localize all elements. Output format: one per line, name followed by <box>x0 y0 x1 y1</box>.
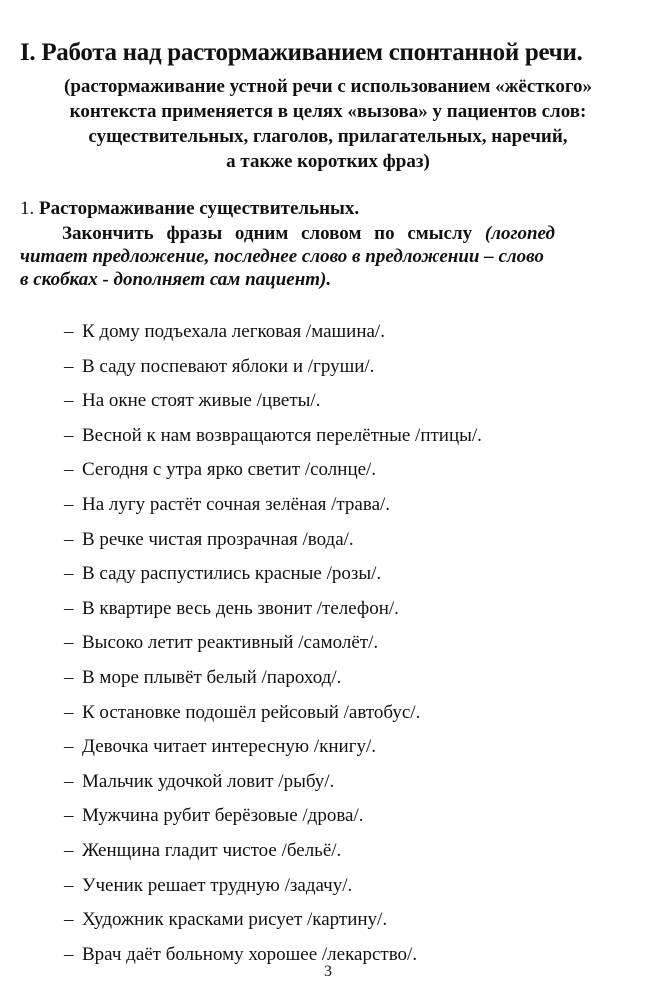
list-item-text: На лугу растёт сочная зелёная /трава/. <box>82 493 391 515</box>
instruction-line <box>20 222 622 245</box>
list-item <box>64 626 622 661</box>
dash-bullet: – <box>64 528 74 550</box>
dash-bullet: – <box>64 493 74 515</box>
list-item-text: Мужчина рубит берёзовые /дрова/. <box>82 805 364 827</box>
list-item-text: В речке чистая прозрачная /вода/. <box>82 528 354 550</box>
phrase-list <box>20 315 622 972</box>
list-item <box>64 799 622 834</box>
list-item-text: В саду распустились красные /розы/. <box>82 563 382 585</box>
dash-bullet: – <box>64 563 74 585</box>
list-item-text: Врач даёт больному хорошее /лекарство/. <box>82 943 418 965</box>
dash-bullet: – <box>64 597 74 619</box>
instruction-note: читает предложение, последнее слово в предложении – слово <box>20 246 544 267</box>
list-item-text: В море плывёт белый /пароход/. <box>82 666 342 688</box>
dash-bullet: – <box>64 321 74 342</box>
list-item <box>64 661 622 696</box>
list-item <box>64 592 622 627</box>
instruction-note: в скобках - дополняет сам пациент). <box>20 269 332 290</box>
list-item <box>64 696 622 731</box>
list-item <box>64 523 622 558</box>
section-number: 1. <box>20 198 35 219</box>
list-item <box>64 834 622 869</box>
subtitle-line: а также коротких фраз) <box>226 151 430 172</box>
list-item <box>64 488 622 523</box>
list-item-text: Художник красками рисует /картину/. <box>82 909 388 931</box>
dash-bullet: – <box>64 805 74 827</box>
subtitle-line: существительных, глаголов, прилагательных, наречий, <box>88 126 568 147</box>
list-item <box>64 765 622 800</box>
dash-bullet: – <box>64 390 74 412</box>
list-item-text: Сегодня с утра ярко светит /солнце/. <box>82 459 377 481</box>
list-item-text: Женщина гладит чистое /бельё/. <box>82 839 342 861</box>
list-item-text: В саду поспевают яблоки и /груши/. <box>82 355 375 377</box>
section-heading <box>20 196 622 222</box>
list-item <box>64 557 622 592</box>
dash-bullet: – <box>64 736 74 758</box>
dash-bullet: – <box>64 839 74 861</box>
list-item-text: К остановке подошёл рейсовый /автобус/. <box>82 701 421 723</box>
list-item <box>64 453 622 488</box>
dash-bullet: – <box>64 909 74 931</box>
list-item <box>64 315 622 350</box>
page-title: I. Работа над растормаживанием спонтанной речи. <box>20 39 583 66</box>
list-item-text: К дому подъехала легковая /машина/. <box>82 321 385 342</box>
dash-bullet: – <box>64 770 74 792</box>
list-item <box>64 350 622 385</box>
list-item <box>64 869 622 904</box>
list-item-text: Девочка читает интересную /книгу/. <box>82 736 377 758</box>
section-title: Растормаживание существительных. <box>39 198 360 219</box>
list-item-text: Высоко летит реактивный /самолёт/. <box>82 632 379 654</box>
list-item-text: Мальчик удочкой ловит /рыбу/. <box>82 770 335 792</box>
list-item <box>64 419 622 454</box>
list-item-text: Ученик решает трудную /задачу/. <box>82 874 353 896</box>
dash-bullet: – <box>64 632 74 654</box>
list-item-text: В квартире весь день звонит /телефон/. <box>82 597 399 619</box>
list-item <box>64 903 622 938</box>
dash-bullet: – <box>64 701 74 723</box>
dash-bullet: – <box>64 424 74 446</box>
subtitle-line: контекста применяется в целях «вызова» у пациентов слов: <box>69 101 587 122</box>
list-item <box>64 730 622 765</box>
page-number: 3 <box>324 963 332 980</box>
dash-bullet: – <box>64 666 74 688</box>
list-item-text: Весной к нам возвращаются перелётные /птицы/. <box>82 424 482 446</box>
dash-bullet: – <box>64 943 74 965</box>
list-item-text: На окне стоят живые /цветы/. <box>82 390 321 412</box>
instruction-lead: Закончить фразы одним словом по смыслу <box>62 223 473 244</box>
dash-bullet: – <box>64 355 74 377</box>
instruction <box>20 222 622 291</box>
dash-bullet: – <box>64 459 74 481</box>
subtitle-line: (растормаживание устной речи с использованием «жёсткого» <box>64 76 592 97</box>
subtitle <box>20 74 622 174</box>
list-item <box>64 384 622 419</box>
instruction-note: (логопед <box>484 223 555 244</box>
dash-bullet: – <box>64 874 74 896</box>
